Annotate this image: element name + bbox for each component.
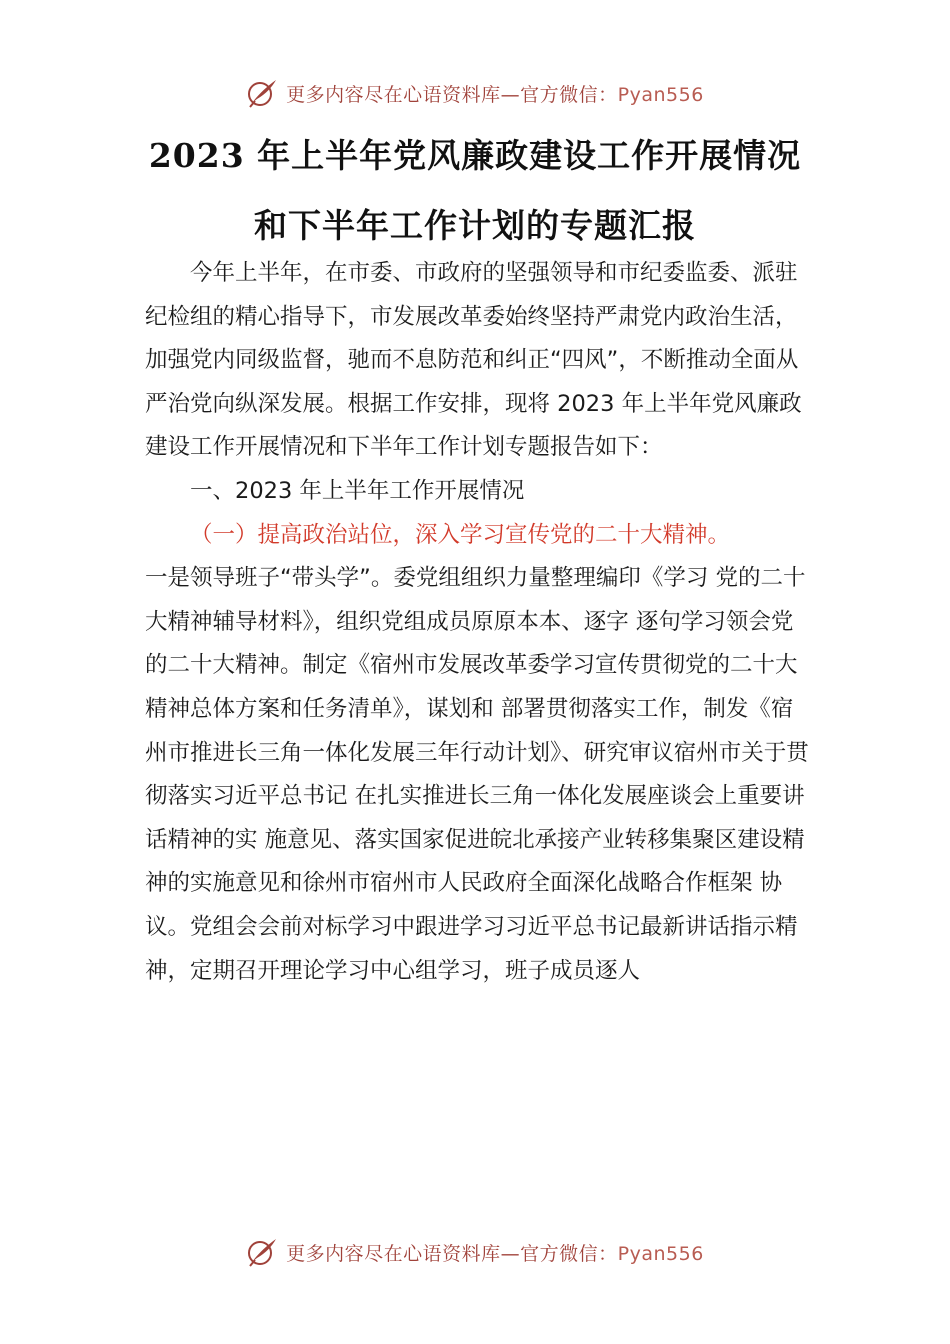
document-title-line2: 和下半年工作计划的专题汇报 xyxy=(254,206,696,245)
section-heading: 一、2023 年上半年工作开展情况 xyxy=(190,477,525,504)
watermark-text: 更多内容尽在心语资料库—官方微信：Pyan556 xyxy=(286,1242,704,1265)
document-body xyxy=(145,252,810,993)
watermark-text: 更多内容尽在心语资料库—官方微信：Pyan556 xyxy=(286,83,704,106)
intro-paragraph: 今年上半年，在市委、市政府的坚强领导和市纪委监委、派驻纪检组的精心指导下，市发展改革委始终坚持严肃党内政治生活，加强党内同级监督，驰而不息防范和纠正“四风”，不断推动全面从严治党向纵深发展。根据工作安排，现将 2023 年上半年党风廉政建设工作开展情况和下半年工作计划专题报告如下： xyxy=(145,260,802,461)
subsection-heading: （一）提高政治站位，深入学习宣传党的二十大精神。 xyxy=(190,521,731,548)
document-title-line1: 2023 年上半年党风廉政建设工作开展情况 xyxy=(148,136,802,175)
content-paragraph: 一是领导班子“带头学”。委党组组织力量整理编印《学习 党的二十大精神辅导材料》，组织党组成员原原本本、逐字 逐句学习领会党的二十大精神。制定《宿州市发展改革委学习宣传贯彻党的二十大精神总体方案和任务清单》，谋划和 部署贯彻落实工作，制发《宿州市推进长三角一体化发展三年行动计划》、研究审议宿州市关于贯彻落实习近平总书记 在扎实推进长三角一体化发展座谈会上重要讲话精神的实 施意见、落实国家促进皖北承接产业转移集聚区建设精神的实施意见和徐州市宿州市人民政府全面深化战略合作框架 协议。党组会会前对标学习中跟进学习习近平总书记最新讲话指示精神，定期召开理论学习中心组学习，班子成员逐人 xyxy=(145,565,809,984)
quill-logo-icon xyxy=(246,1236,278,1268)
quill-logo-icon xyxy=(246,77,278,109)
watermark-header xyxy=(0,73,950,113)
watermark-footer xyxy=(0,1232,950,1272)
